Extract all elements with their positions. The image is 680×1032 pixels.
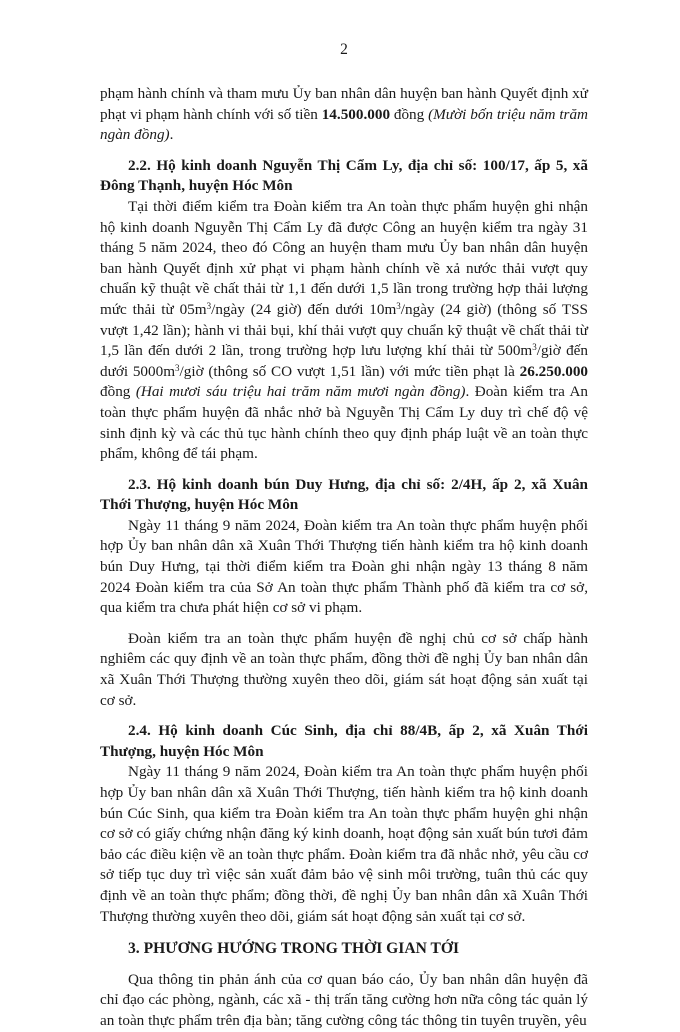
s22-fine-amount: 26.250.000 [519,362,589,380]
section-3-paragraph: Qua thông tin phản ánh của cơ quan báo cáo, Ủy ban nhân dân huyện đã chỉ đạo các phòng, ngành, các xã - thị trấn tăng cường hơn nữa công tác quản lý an toàn thực phẩm trên địa bàn; tăng cường công tác thông tin tuyên truyền, yêu [100,970,588,1029]
intro-text-start: phạm hành chính và tham mưu Ủy ban nhân dân huyện ban hành Quyết định xử phạt vi phạm hành chính với số tiền [100,85,588,123]
s22-text-b: /ngày (24 giờ) đến dưới 10m [211,300,397,318]
cubic-superscript: 3 [532,342,537,353]
s22-text-a: Tại thời điểm kiểm tra Đoàn kiểm tra An toàn thực phẩm huyện ghi nhận hộ kinh doanh Nguyễn Thị Cẩm Ly đã được Công an huyện kiểm tra ngày 31 tháng 5 năm 2024, theo đó Công an huyện tham mưu Ủy ban nhân dân huyện ban hành Quyết định xử phạt vi phạm hành chính về xả nước thải vượt quy chuẩn kỹ thuật về chất thải từ 1,1 đến dưới 1,5 lần trong trường hợp thải lượng mức thải từ 05m [100,197,588,318]
intro-amount-in-words: (Mười bốn triệu năm trăm ngàn đồng) [100,105,589,144]
section-3-heading: 3. PHƯƠNG HƯỚNG TRONG THỜI GIAN TỚI [128,940,460,958]
section-2-2-paragraph [100,197,588,465]
section-2-3-paragraph-1: Ngày 11 tháng 9 năm 2024, Đoàn kiểm tra An toàn thực phẩm huyện phối hợp Ủy ban nhân dân xã Xuân Thới Thượng tiến hành kiểm tra hộ kinh doanh bún Duy Hưng, tại thời điểm kiểm tra Đoàn ghi nhận ngày 13 tháng 8 năm 2024 Đoàn kiểm tra của Sở An toàn thực phẩm Thành phố đã kiểm tra cơ sở, qua kiểm tra chưa phát hiện cơ sở vi phạm. [100,516,588,617]
intro-currency: đồng [390,105,429,123]
s22-text-c: /ngày (24 giờ) (thông số TSS vượt 1,42 lần); hành vi thải bụi, khí thải vượt quy chuẩn kỹ thuật về chất thải từ 1,5 lần đến dưới 2 lần, trong trường hợp lưu lượng khí thải từ 500m [100,300,589,360]
page-number: 2 [340,41,348,58]
s22-text-d: /giờ đến dưới 5000m [100,342,588,380]
cubic-superscript: 3 [206,300,212,311]
section-2-3-paragraph-2: Đoàn kiểm tra an toàn thực phẩm huyện đề nghị chủ cơ sở chấp hành nghiêm các quy định về an toàn thực phẩm, đồng thời đề nghị Ủy ban nhân dân xã Xuân Thới Thượng thường xuyên theo dõi, giám sát hoạt động sản xuất tại cơ sở. [100,629,588,709]
section-2-4-heading: 2.4. Hộ kinh doanh Cúc Sinh, địa chỉ 88/4B, ấp 2, xã Xuân Thới Thượng, huyện Hóc Môn [100,722,588,760]
section-2-3-heading: 2.3. Hộ kinh doanh bún Duy Hưng, địa chỉ số: 2/4H, ấp 2, xã Xuân Thới Thượng, huyện Hóc Môn [100,475,588,514]
intro-paragraph [100,84,588,146]
cubic-superscript: 3 [396,300,401,311]
intro-text-end: . [169,126,174,144]
cubic-superscript: 3 [175,362,180,373]
s22-currency: đồng [100,383,136,401]
s22-text-e: /giờ (thông số CO vượt 1,51 lần) với mức tiền phạt là [179,362,520,380]
section-2-2-heading: 2.2. Hộ kinh doanh Nguyễn Thị Cẩm Ly, địa chỉ số: 100/17, ấp 5, xã Đông Thạnh, huyện Hóc Môn [100,156,588,195]
section-2-4-paragraph: Ngày 11 tháng 9 năm 2024, Đoàn kiểm tra An toàn thực phẩm huyện phối hợp Ủy ban nhân dân xã Xuân Thới Thượng, tiến hành kiểm tra hộ kinh doanh bún Cúc Sinh, qua kiểm tra Đoàn kiểm tra An toàn thực phẩm huyện ghi nhận cơ sở có giấy chứng nhận đăng ký kinh doanh, hoạt động sản xuất bún tươi đảm bảo các điều kiện về an toàn thực phẩm. Đoàn kiểm tra đã nhắc nhở, yêu cầu cơ sở tiếp tục duy trì việc sản xuất đảm bảo vệ sinh môi trường, tuân thủ các quy định về an toàn thực phẩm; đồng thời, đề nghị Ủy ban nhân dân xã Xuân Thới Thượng thường xuyên theo dõi, giám sát hoạt động sản xuất tại cơ sở. [100,763,588,925]
intro-fine-amount: 14.500.000 [321,105,391,123]
s22-amount-in-words: (Hai mươi sáu triệu hai trăm năm mươi ngàn đồng) [135,383,466,401]
s22-text-g: . Đoàn kiểm tra An toàn thực phẩm huyện đã nhắc nhở bà Nguyễn Thị Cẩm Ly duy trì chế độ vệ sinh định kỳ và các thủ tục hành chính theo quy định pháp luật về an toàn thực phẩm, không để tái phạm. [100,383,589,463]
